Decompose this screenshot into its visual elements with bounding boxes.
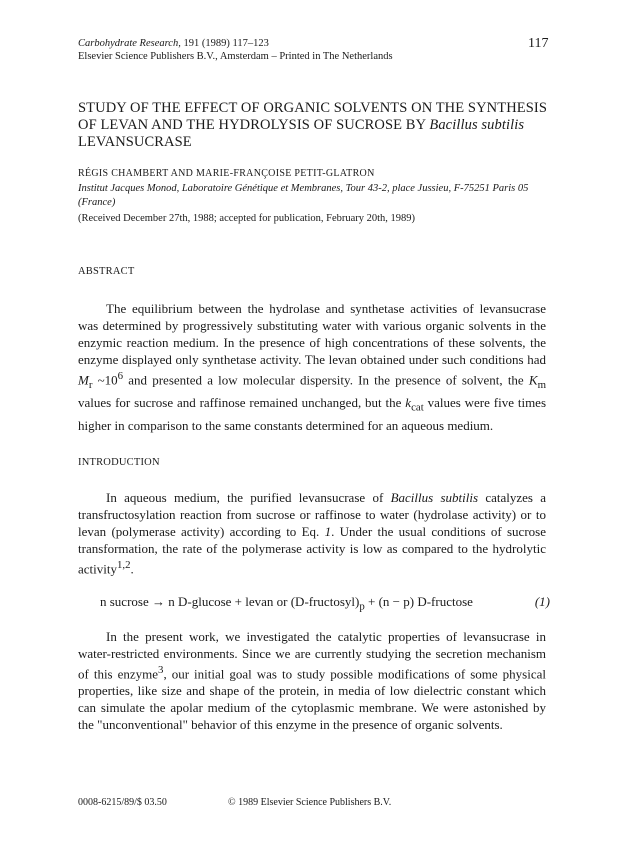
equation-number: (1) (534, 594, 550, 609)
journal-citation (78, 38, 269, 49)
equation-reference: 1 (324, 524, 332, 539)
species-name: Bacillus subtilis (390, 490, 479, 505)
abstract-heading: ABSTRACT (78, 266, 135, 277)
title-line-3: LEVANSUCRASE (78, 134, 192, 150)
page-number: 117 (528, 36, 549, 51)
journal-ref: 191 (1989) 117–123 (183, 38, 269, 49)
authors: RÉGIS CHAMBERT AND MARIE-FRANÇOISE PETIT-GLATRON (78, 168, 375, 179)
journal-name: Carbohydrate Research, (78, 38, 181, 49)
publisher-line: Elsevier Science Publishers B.V., Amsterdam – Printed in The Netherlands (78, 51, 393, 62)
received-dates: (Received December 27th, 1988; accepted for publication, February 20th, 1989) (78, 213, 416, 224)
abstract-body (78, 300, 546, 434)
title-line-1: STUDY OF THE EFFECT OF ORGANIC SOLVENTS ON THE SYNTHESIS (78, 100, 547, 116)
abstract-paragraph: The equilibrium between the hydrolase and synthetase activities of levansucrase was determined by progressively substituting water with various organic solvents in the enzymic reaction medium. In the presence of high concentrations of these solvents, the enzyme displayed only synthetase activity. The levan obtained under such conditions had $M_r$ $\sim 10^6$ and presented a low molecular dispersity. In the presence of solvent, the $K_m$ values for sucrose and raffinose remained unchanged, but the $k_{cat}$ values were five times higher in comparison to the same constants determined for an aqueous medium. (78, 301, 547, 433)
equation-body: n sucrose → n D-glucose + levan or $(D-fructosyl)_p + (n - p)$ D-fructose (100, 594, 473, 613)
introduction-paragraph-1: In aqueous medium, the purified levansucrase of Bacillus subtilis catalyzes a transfructosylation reaction from sucrose or raffinose to water (hydrolase activity) or to levan (polymerase activity) according to Eq. 1. Under the usual conditions of sucrose transformation, the rate of the polymerase activity is low as compared to the hydrolytic activity$^{1,2}$. (78, 490, 547, 577)
title-species: Bacillus subtilis (429, 117, 525, 133)
title-line-2: OF LEVAN AND THE HYDROLYSIS OF SUCROSE BY Bacillus subtilis (78, 117, 525, 133)
citation: 3 (158, 664, 164, 676)
article-title (78, 100, 558, 151)
issn-code: 0008-6215/89/$ 03.50 (78, 797, 167, 808)
citation: 1,2 (117, 559, 131, 571)
copyright: © 1989 Elsevier Science Publishers B.V. (228, 797, 392, 808)
affiliation: Institut Jacques Monod, Laboratoire Génétique et Membranes, Tour 43-2, place Jussieu, F-75251 Paris 05 (France) (78, 183, 529, 208)
introduction-heading: INTRODUCTION (78, 457, 160, 468)
introduction-paragraph-2: In the present work, we investigated the catalytic properties of levansucrase in water-restricted environments. Since we are currently studying the secretion mechanism of this enzyme$^3$, our initial goal was to study possible modifications of some physical properties, like size and shape of the protein, in media of low dielectric constant which can simulate the apolar medium of the cytoplasmic membrane. We were astonished by the "unconventional" behavior of this enzyme in the presence of organic solvents. (78, 629, 546, 733)
